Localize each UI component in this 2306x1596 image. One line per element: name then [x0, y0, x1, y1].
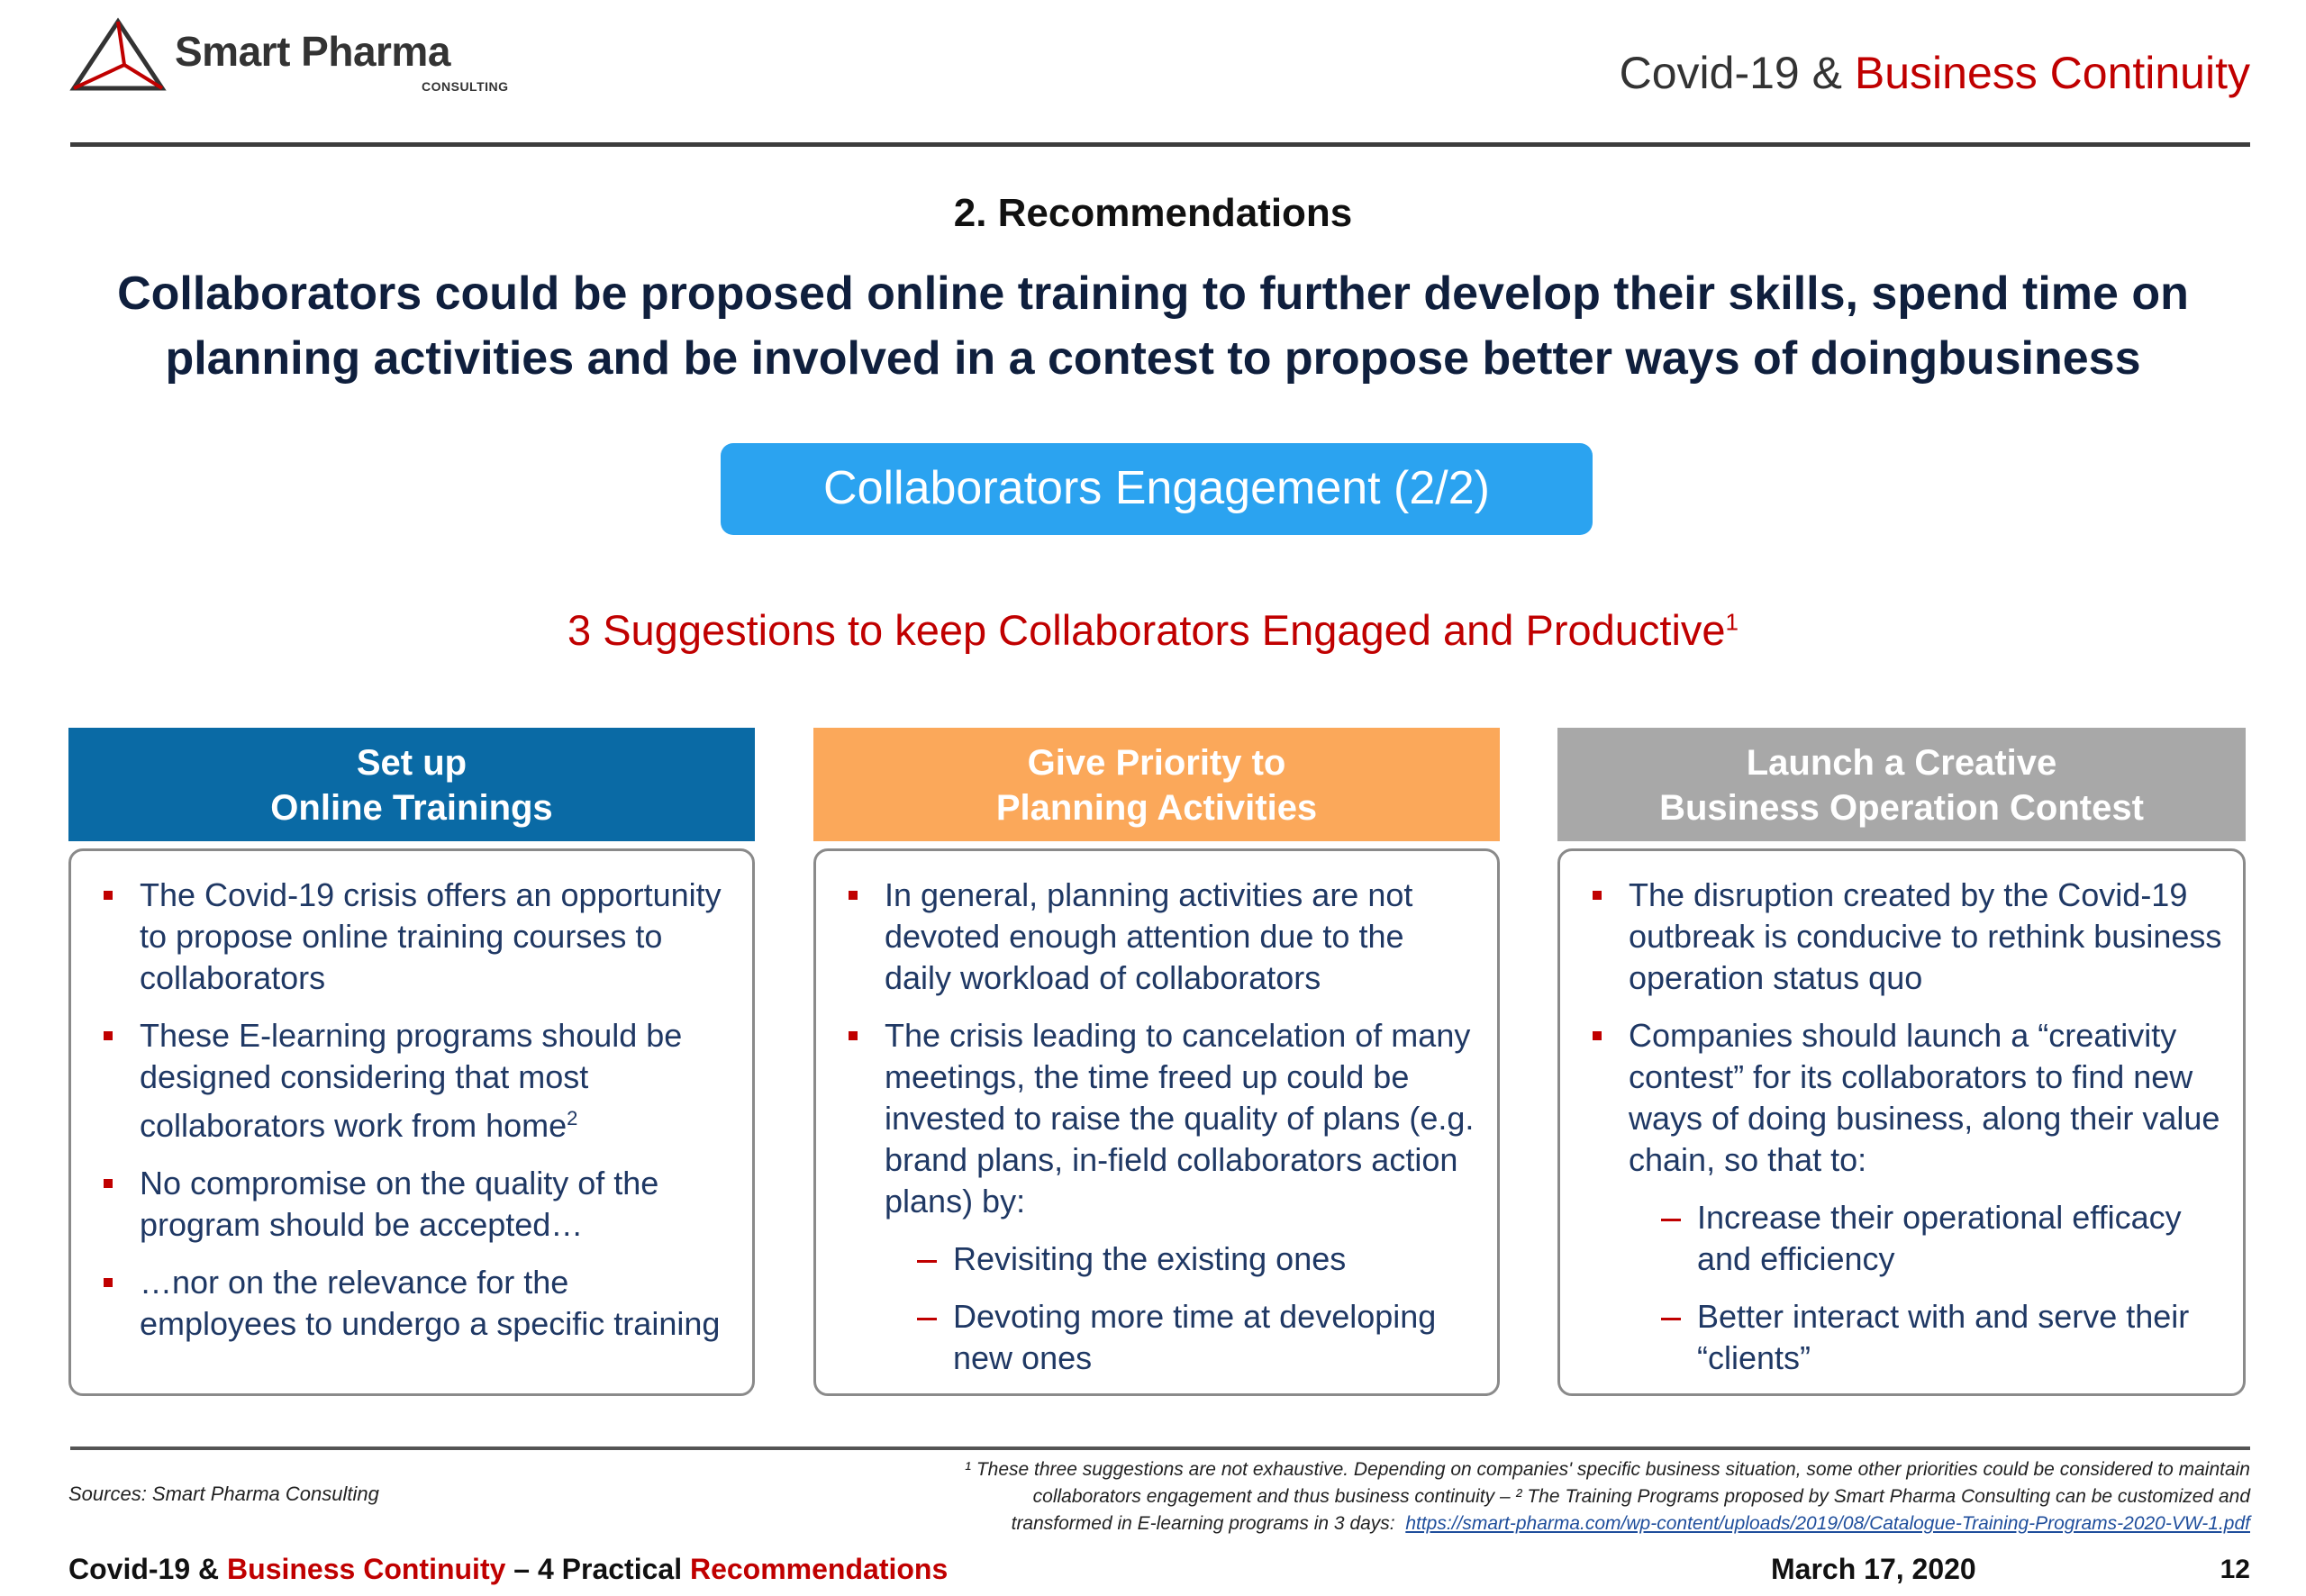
- column-header-line2: Business Operation Contest: [1659, 788, 2144, 828]
- headline-line1: Collaborators could be proposed online training to further develop their skills, spend time on: [117, 268, 2189, 320]
- column-header: [813, 728, 1500, 841]
- column-header: [1557, 728, 2246, 841]
- bullet-item: No compromise on the quality of the program should be accepted…: [100, 1163, 734, 1246]
- headline: [72, 261, 2234, 391]
- footnote: [719, 1456, 2250, 1537]
- footer-divider: [70, 1446, 2250, 1450]
- brand-logo: [68, 16, 509, 97]
- column-header-line2: Online Trainings: [270, 788, 553, 828]
- footnote-line3: [719, 1510, 2250, 1537]
- column-body: [68, 848, 755, 1396]
- page-number: 12: [2220, 1555, 2250, 1584]
- bullet-item: The crisis leading to cancelation of many meetings, the time freed up could be invested to raise the quality of plans (e.g. brand plans, in-field collaborators action plans) by:: [845, 1015, 1479, 1222]
- header-title: [1620, 47, 2250, 99]
- footer-title-part3: – 4 Practical: [505, 1553, 690, 1585]
- header-divider: [70, 142, 2250, 147]
- bullet-item: The disruption created by the Covid-19 outbreak is conducive to rethink business operation status quo: [1589, 875, 2225, 999]
- headline-line2: planning activities and be involved in a contest to propose better ways of doingbusiness: [165, 332, 2141, 385]
- bullet-item: [100, 1015, 734, 1147]
- header-title-part1: Covid-19 &: [1619, 48, 1855, 98]
- triangle-logo-icon: [68, 16, 168, 92]
- bullet-item: In general, planning activities are not devoted enough attention due to the daily workload of collaborators: [845, 875, 1479, 999]
- bullet-item: The Covid-19 crisis offers an opportunity to propose online training courses to collaborators: [100, 875, 734, 999]
- column-header-line2: Planning Activities: [995, 788, 1318, 828]
- column-header-line1: Give Priority to: [1027, 743, 1286, 783]
- column-online-trainings: [68, 728, 755, 1396]
- column-body: [813, 848, 1500, 1396]
- bullet-item: …nor on the relevance for the employees to undergo a specific training: [100, 1262, 734, 1345]
- brand-name: Smart Pharma: [175, 28, 450, 75]
- brand-subname: CONSULTING: [422, 79, 509, 94]
- column-header: [68, 728, 755, 841]
- column-header-line1: Launch a Creative: [1746, 743, 2057, 783]
- column-creative-contest: [1557, 728, 2246, 1396]
- header-title-part2: Business Continuity: [1854, 48, 2250, 98]
- footer-title: [68, 1553, 948, 1586]
- column-body: [1557, 848, 2246, 1396]
- column-header-line1: Set up: [356, 743, 468, 783]
- sub-bullet-item: Better interact with and serve their “clients”: [1589, 1296, 2225, 1379]
- footer-title-part4: Recommendations: [689, 1553, 949, 1585]
- section-title: 2. Recommendations: [953, 191, 1353, 235]
- sub-bullet-item: Devoting more time at developing new ones: [845, 1296, 1479, 1379]
- suggestions-subtitle: [0, 605, 2306, 655]
- footer-title-part2: Business Continuity: [227, 1553, 506, 1585]
- engagement-pill: Collaborators Engagement (2/2): [721, 443, 1593, 535]
- footnote-line1: ¹ These three suggestions are not exhaustive. Depending on companies' specific business situation, some other priorities could be considered to maintain: [965, 1459, 2250, 1480]
- footnote-ref: 2: [567, 1107, 578, 1129]
- footnote-line2: collaborators engagement and thus business continuity – ² The Training Programs proposed by Smart Pharma Consulting can be customized and: [1032, 1486, 2250, 1507]
- bullet-item: Companies should launch a “creativity contest” for its collaborators to find new ways of doing business, along their value chain, so that to:: [1589, 1015, 2225, 1181]
- catalogue-link[interactable]: https://smart-pharma.com/wp-content/uploads/2019/08/Catalogue-Training-Programs-2020-VW-1.pdf: [1405, 1513, 2250, 1534]
- footnote-line3-text: transformed in E-learning programs in 3 days:: [1011, 1513, 1395, 1534]
- sub-bullet-item: Increase their operational efficacy and efficiency: [1589, 1197, 2225, 1280]
- footer-title-part1: Covid-19 &: [68, 1553, 228, 1585]
- suggestions-subtitle-text: 3 Suggestions to keep Collaborators Engaged and Productive: [567, 606, 1726, 654]
- column-planning-activities: [813, 728, 1500, 1396]
- bullet-text: These E-learning programs should be designed considering that most collaborators work from home: [140, 1017, 683, 1144]
- footer-date: March 17, 2020: [1771, 1553, 1976, 1585]
- sources-note: Sources: Smart Pharma Consulting: [68, 1483, 379, 1505]
- suggestions-subtitle-sup: 1: [1725, 608, 1739, 636]
- sub-bullet-item: Revisiting the existing ones: [845, 1238, 1479, 1280]
